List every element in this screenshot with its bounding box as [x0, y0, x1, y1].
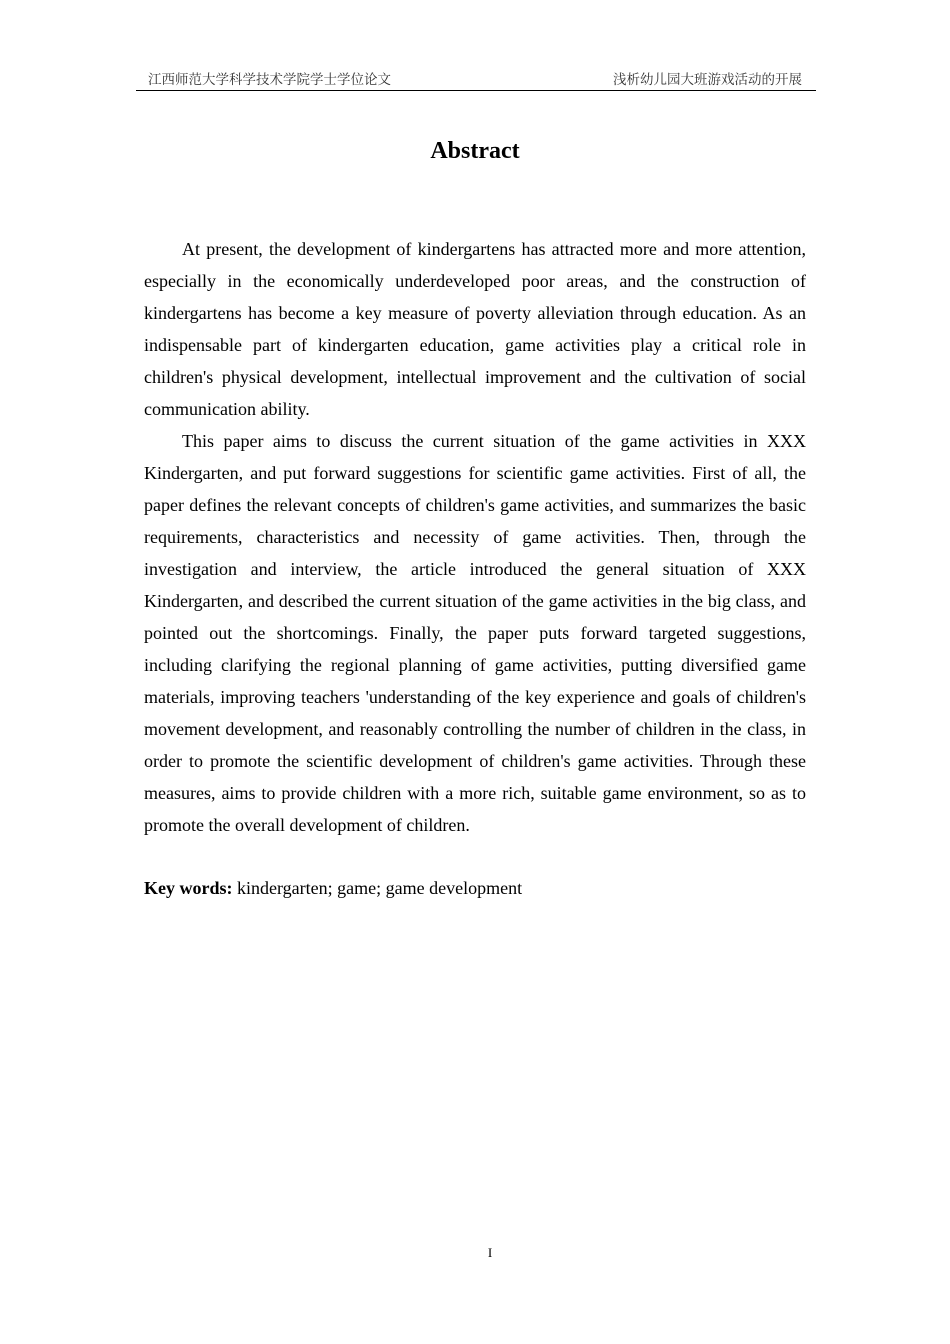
- page-header: [136, 68, 816, 91]
- keywords-line: [144, 872, 806, 904]
- abstract-paragraph-2: This paper aims to discuss the current situation of the game activities in XXX Kindergarten, and put forward suggestions for scientific game activities. First of all, the paper defines the relevant concepts of children's game activities, and summarizes the basic requirements, characteristics and necessity of game activities. Then, through the investigation and interview, the article introduced the general situation of XXX Kindergarten, and described the current situation of the game activities in the big class, and pointed out the shortcomings. Finally, the paper puts forward targeted suggestions, including clarifying the regional planning of game activities, putting diversified game materials, improving teachers 'understanding of the key experience and goals of children's movement development, and reasonably controlling the number of children in the class, in order to promote the scientific development of children's game activities. Through these measures, aims to provide children with a more rich, suitable game environment, so as to promote the overall development of children.: [144, 431, 806, 835]
- abstract-paragraph-1: At present, the development of kindergartens has attracted more and more attention, especially in the economically underdeveloped poor areas, and the construction of kindergartens has become a key measure of poverty alleviation through education. As an indispensable part of kindergarten education, game activities play a critical role in children's physical development, intellectual improvement and the cultivation of social communication ability.: [144, 239, 806, 419]
- page-title: Abstract: [430, 138, 520, 164]
- keywords-label: Key words:: [144, 878, 233, 898]
- header-thesis-title: 浅析幼儿园大班游戏活动的开展: [613, 72, 802, 87]
- abstract-body: [144, 233, 806, 841]
- page-number: I: [487, 1245, 493, 1260]
- keywords-value: kindergarten; game; game development: [232, 878, 523, 898]
- header-thesis-label: 江西师范大学科学技术学院学士学位论文: [148, 72, 391, 87]
